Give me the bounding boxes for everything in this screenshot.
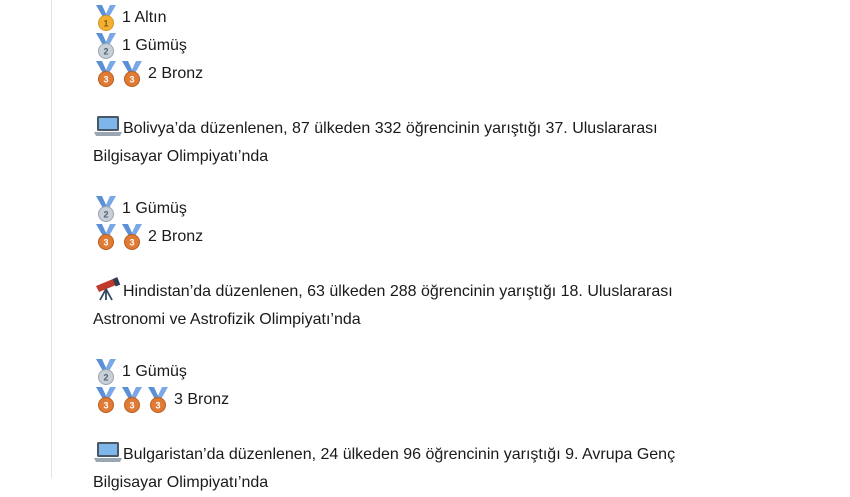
- laptop-icon: [93, 440, 123, 464]
- bronze-count: 2 Bronz: [148, 228, 204, 245]
- bronze-medal-icon: [145, 386, 171, 414]
- bronze-medal-icon: [119, 223, 145, 251]
- gold-count: 1 Altın: [122, 9, 167, 26]
- silver-medal-icon: [93, 358, 119, 386]
- left-border: [51, 0, 52, 478]
- silver-count: 1 Gümüş: [122, 363, 187, 380]
- bronze-medal-icon: [93, 223, 119, 251]
- olympiad-description: Bolivya’da düzenlenen, 87 ülkeden 332 öğrencinin yarıştığı 37. Uluslararası Bilgisayar Olimpiyatı’nda: [93, 114, 793, 171]
- olympiad-description: Bulgaristan’da düzenlenen, 24 ülkeden 96 öğrencinin yarıştığı 9. Avrupa Genç Bilgisayar Olimpiyatı’nda: [93, 440, 793, 497]
- bronze-medal-icon: [93, 386, 119, 414]
- bronze-medal-line: [93, 386, 229, 414]
- gold-medal-icon: [93, 4, 119, 32]
- bronze-medal-icon: [119, 386, 145, 414]
- silver-medal-line: [93, 32, 187, 60]
- bronze-count: 3 Bronz: [174, 391, 230, 408]
- bronze-medal-icon: [119, 60, 145, 88]
- laptop-icon: [93, 114, 123, 138]
- silver-medal-line: [93, 358, 187, 386]
- silver-count: 1 Gümüş: [122, 37, 187, 54]
- silver-medal-icon: [93, 32, 119, 60]
- silver-medal-icon: [93, 195, 119, 223]
- bronze-medal-icon: [93, 60, 119, 88]
- gold-medal-line: [93, 4, 166, 32]
- silver-medal-line: [93, 195, 187, 223]
- olympiad-description: Hindistan’da düzenlenen, 63 ülkeden 288 öğrencinin yarıştığı 18. Uluslararası Astronomi ve Astrofizik Olimpiyatı’nda: [93, 277, 793, 334]
- telescope-icon: [93, 277, 123, 301]
- bronze-medal-line: [93, 223, 203, 251]
- bronze-medal-line: [93, 60, 203, 88]
- silver-count: 1 Gümüş: [122, 200, 187, 217]
- bronze-count: 2 Bronz: [148, 65, 204, 82]
